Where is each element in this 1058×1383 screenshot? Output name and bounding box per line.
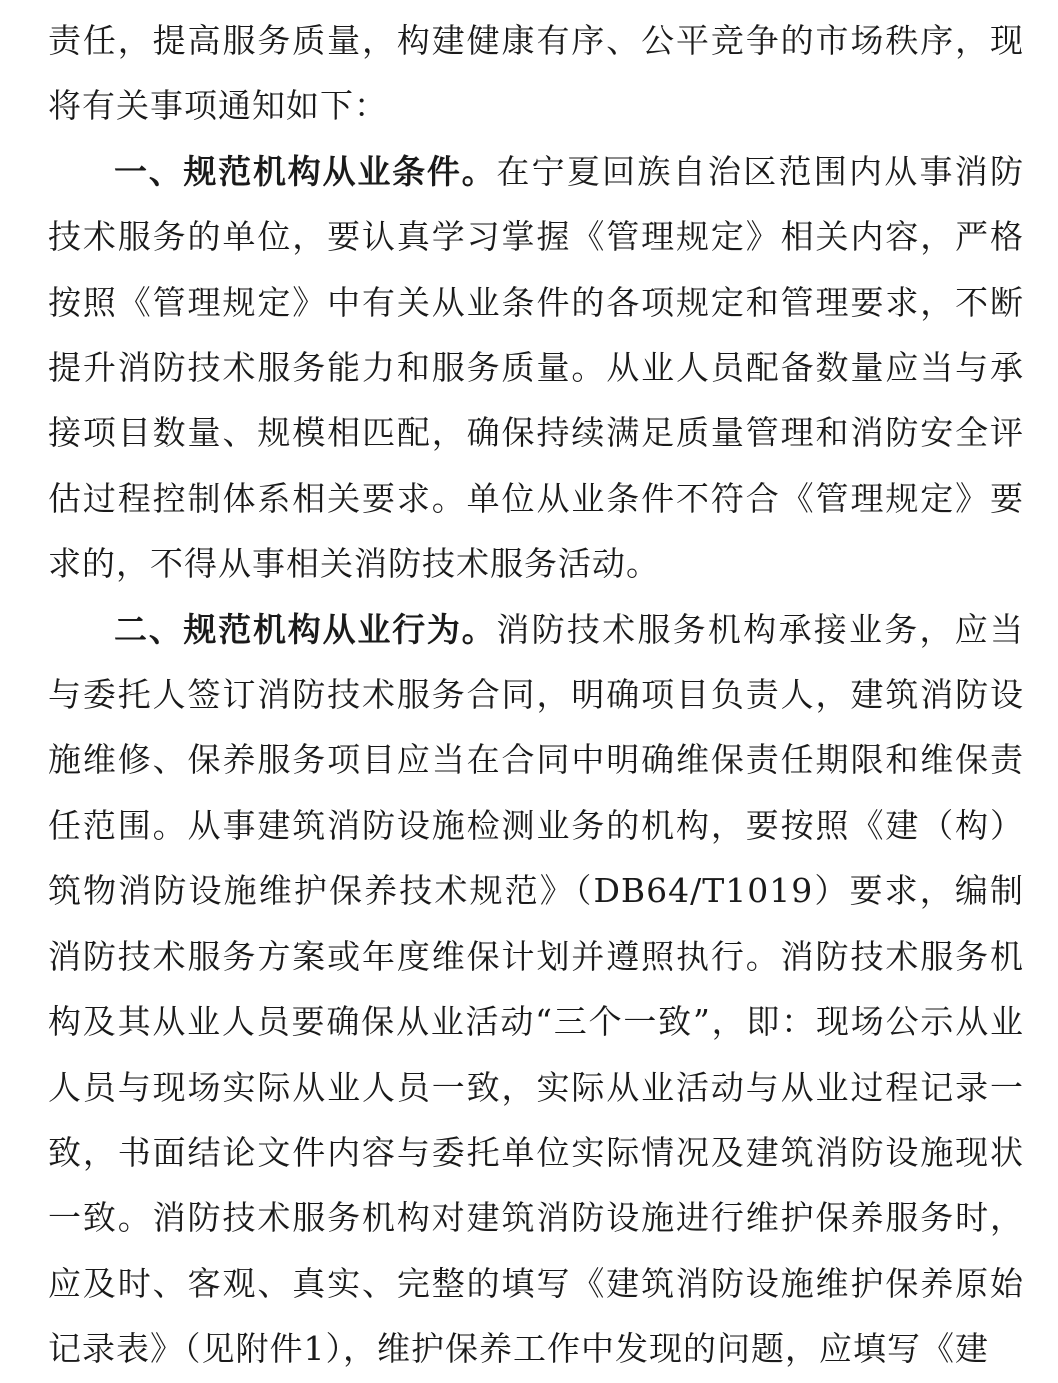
- section-1-body: 在宁夏回族自治区范围内从事消防技术服务的单位，要认真学习掌握《管理规定》相关内容，严格按照《管理规定》中有关从业条件的各项规定和管理要求，不断提升消防技术服务能力和服务质量。从业人员配备数量应当与承接项目数量、规模相匹配，确保持续满足质量管理和消防安全评估过程控制体系相关要求。单位从业条件不符合《管理规定》要求的，不得从事相关消防技术服务活动。: [48, 151, 1025, 584]
- section-2-paragraph: [48, 597, 1024, 1382]
- section-1-heading: 一、规范机构从业条件。: [114, 151, 497, 191]
- intro-paragraph: [48, 8, 1024, 139]
- intro-text: 责任，提高服务质量，构建健康有序、公平竞争的市场秩序，现将有关事项通知如下：: [48, 21, 1024, 126]
- document-page: [48, 8, 1024, 1382]
- section-2-body: 消防技术服务机构承接业务，应当与委托人签订消防技术服务合同，明确项目负责人，建筑消防设施维修、保养服务项目应当在合同中明确维保责任期限和维保责任范围。从事建筑消防设施检测业务的机构，要按照《建（构）筑物消防设施维护保养技术规范》（DB64/T1019）要求，编制消防技术服务方案或年度维保计划并遵照执行。消防技术服务机构及其从业人员要确保从业活动“三个一致”，即：现场公示从业人员与现场实际从业人员一致，实际从业活动与从业过程记录一致，书面结论文件内容与委托单位实际情况及建筑消防设施现状一致。消防技术服务机构对建筑消防设施进行维护保养服务时，应及时、客观、真实、完整的填写《建筑消防设施维护保养原始记录表》（见附件1），维护保养工作中发现的问题，应填写《建: [48, 609, 1025, 1369]
- section-2-heading: 二、规范机构从业行为。: [114, 609, 497, 649]
- section-1-paragraph: [48, 139, 1024, 597]
